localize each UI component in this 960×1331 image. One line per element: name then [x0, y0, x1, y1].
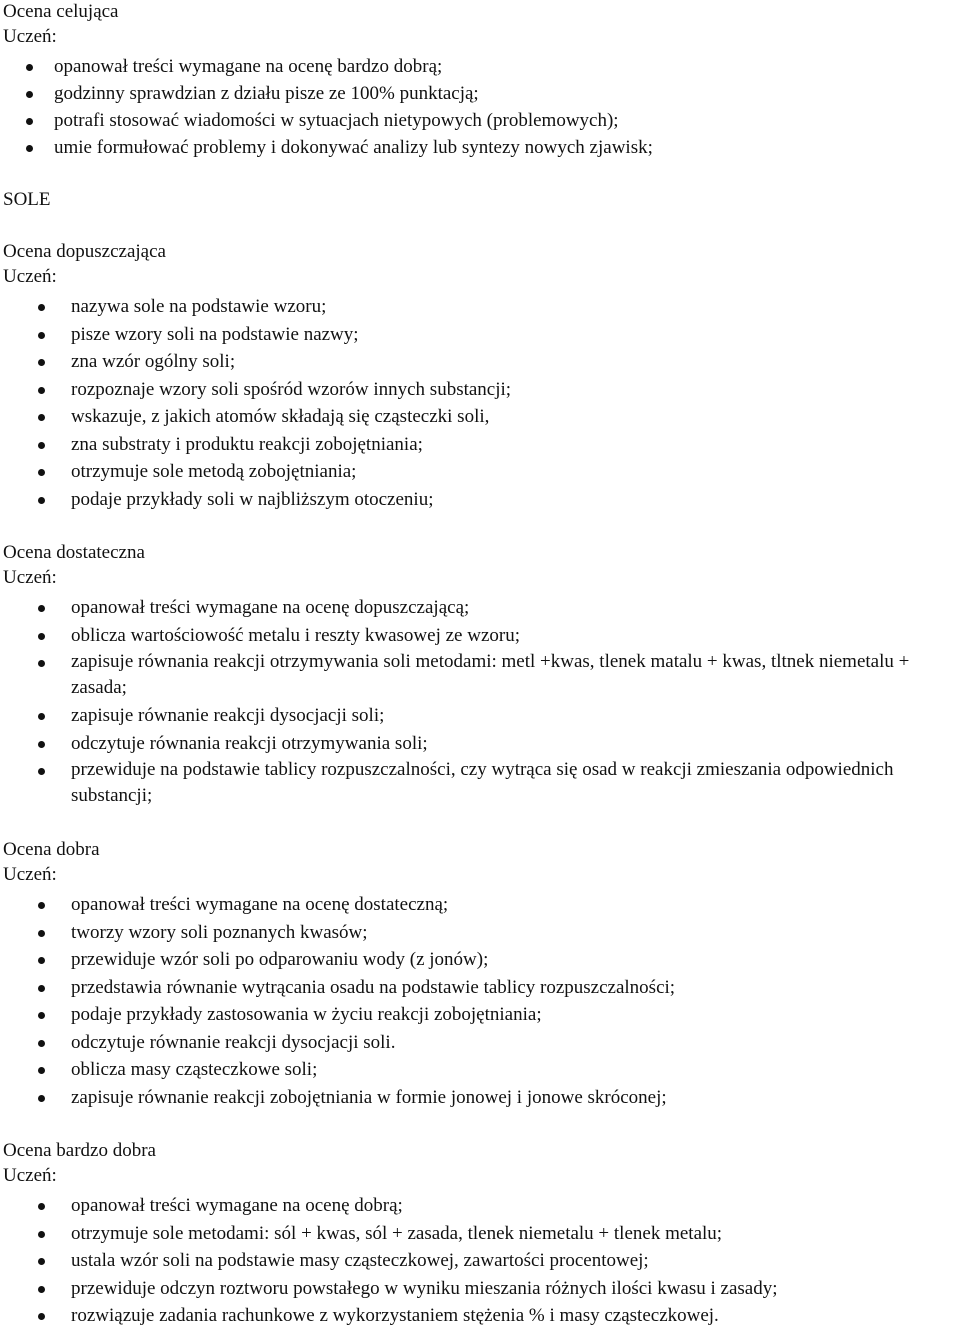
bullet-icon — [38, 1040, 45, 1047]
grade-heading-bardzo-dobra: Ocena bardzo dobra — [3, 1140, 156, 1161]
bullet-icon — [38, 1313, 45, 1320]
bullet-icon — [38, 387, 45, 394]
bullet-icon — [38, 469, 45, 476]
bullet-icon — [38, 1231, 45, 1238]
bullet-icon — [38, 1286, 45, 1293]
bullet-icon — [26, 118, 33, 125]
bullet-icon — [38, 359, 45, 366]
grade-heading-dopuszczajaca: Ocena dopuszczająca — [3, 241, 166, 262]
student-label: Uczeń: — [3, 266, 57, 287]
bullet-icon — [26, 91, 33, 98]
bullet-icon — [38, 768, 45, 775]
grade-heading-dostateczna: Ocena dostateczna — [3, 542, 145, 563]
bullet-icon — [38, 1012, 45, 1019]
bullet-icon — [38, 713, 45, 720]
bullet-icon — [38, 605, 45, 612]
bullet-icon — [38, 930, 45, 937]
bullet-icon — [38, 985, 45, 992]
student-label: Uczeń: — [3, 567, 57, 588]
bullet-icon — [38, 660, 45, 667]
bullet-icon — [26, 64, 33, 71]
bullet-icon — [38, 332, 45, 339]
bullet-icon — [38, 414, 45, 421]
bullet-icon — [38, 902, 45, 909]
grade-heading-dobra: Ocena dobra — [3, 839, 100, 860]
bullet-icon — [38, 497, 45, 504]
student-label: Uczeń: — [3, 1165, 57, 1186]
topic-title: SOLE — [3, 189, 51, 210]
bullet-icon — [38, 1095, 45, 1102]
bullet-icon — [38, 1067, 45, 1074]
bullet-icon — [38, 304, 45, 311]
grade-heading-celujaca: Ocena celująca — [3, 1, 119, 22]
bullet-icon — [38, 442, 45, 449]
bullet-icon — [38, 633, 45, 640]
bullet-icon — [38, 1258, 45, 1265]
bullet-icon — [38, 1203, 45, 1210]
bullet-icon — [38, 741, 45, 748]
bullet-icon — [38, 957, 45, 964]
bullet-icon — [26, 145, 33, 152]
student-label: Uczeń: — [3, 864, 57, 885]
student-label: Uczeń: — [3, 26, 57, 47]
